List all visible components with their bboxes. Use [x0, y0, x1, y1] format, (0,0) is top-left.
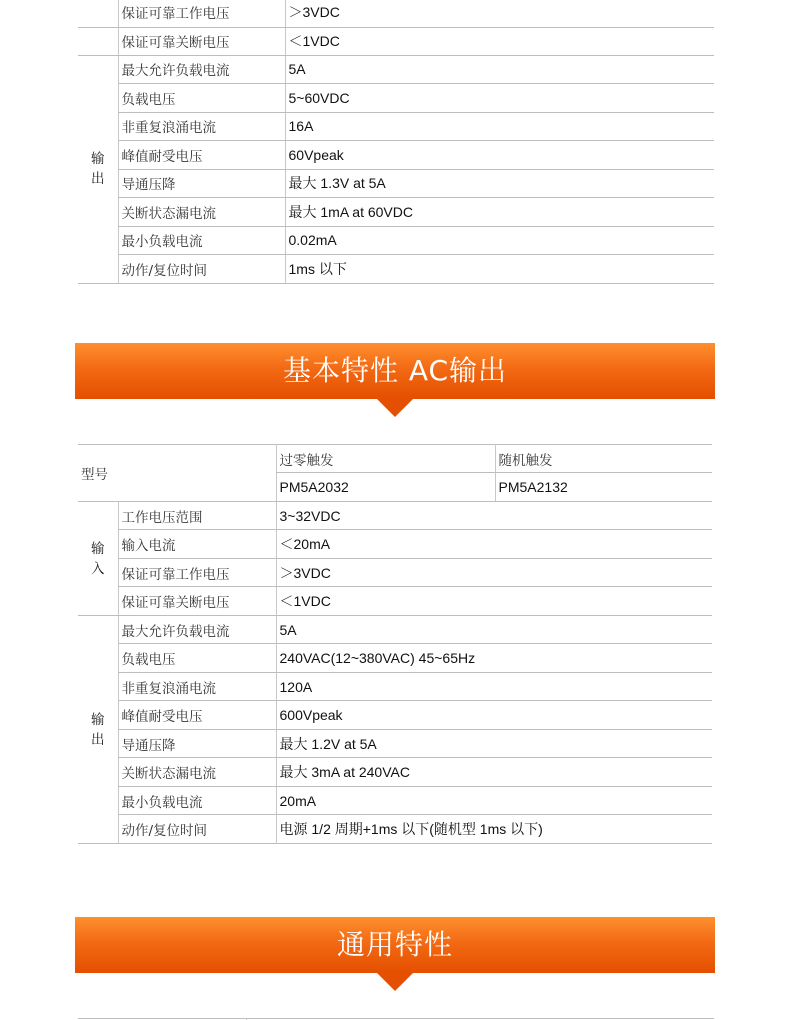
table-row — [78, 644, 712, 673]
output-group-text: 输出 — [91, 711, 105, 748]
param-name: 保证可靠工作电压 — [118, 0, 285, 27]
model-label: 型号 — [78, 445, 276, 502]
table-row — [78, 254, 714, 283]
param-value: ＜1VDC — [285, 27, 714, 55]
table-row — [78, 140, 714, 169]
input-group-label — [78, 502, 118, 616]
table-row — [78, 787, 712, 815]
param-value: 5~60VDC — [285, 83, 714, 112]
banner-arrow-icon — [376, 972, 414, 991]
zero-cross-model: PM5A2032 — [276, 473, 495, 502]
table-row — [78, 83, 714, 112]
param-name: 导通压降 — [118, 169, 285, 197]
param-name: 工作电压范围 — [118, 502, 276, 530]
table-row — [78, 197, 714, 226]
input-group-text: 输入 — [91, 540, 105, 577]
param-name: 动作/复位时间 — [118, 815, 276, 844]
param-name: 最小负载电流 — [118, 226, 285, 254]
table-row — [78, 673, 712, 701]
banner-title: 基本特性 AC输出 — [282, 354, 508, 387]
param-name: 输入电流 — [118, 530, 276, 559]
banner-arrow-icon — [376, 398, 414, 417]
param-name: 保证可靠关断电压 — [118, 27, 285, 55]
param-value: 20mA — [276, 787, 712, 815]
output-group-text: 输出 — [91, 151, 105, 187]
section-banner-ac — [75, 343, 715, 399]
param-name: 最大允许负载电流 — [118, 55, 285, 83]
param-name: 峰值耐受电压 — [118, 140, 285, 169]
section-banner-general — [75, 917, 715, 973]
table-row — [78, 112, 714, 140]
param-name: 非重复浪涌电流 — [118, 112, 285, 140]
input-group-cell — [78, 27, 118, 55]
param-name: 非重复浪涌电流 — [118, 673, 276, 701]
param-name: 最大允许负载电流 — [118, 616, 276, 644]
param-value: ＜20mA — [276, 530, 712, 559]
param-value: 1ms 以下 — [285, 254, 714, 283]
table-row — [78, 502, 712, 530]
param-value: 最大 3mA at 240VAC — [276, 758, 712, 787]
param-value: ＜1VDC — [276, 587, 712, 616]
table-row — [78, 701, 712, 730]
table-row — [78, 616, 712, 644]
param-name: 导通压降 — [118, 730, 276, 758]
dc-spec-table — [78, 0, 714, 284]
ac-spec-table — [78, 444, 712, 844]
table-row — [78, 730, 712, 758]
param-value: 5A — [285, 55, 714, 83]
input-group-cell — [78, 0, 118, 27]
param-value: ＞3VDC — [285, 0, 714, 27]
param-name: 动作/复位时间 — [118, 254, 285, 283]
param-name: 负载电压 — [118, 644, 276, 673]
param-value: 16A — [285, 112, 714, 140]
table-row — [78, 587, 712, 616]
random-trigger-header: 随机触发 — [495, 445, 712, 473]
param-value: 5A — [276, 616, 712, 644]
param-name: 最小负载电流 — [118, 787, 276, 815]
param-value: 240VAC(12~380VAC) 45~65Hz — [276, 644, 712, 673]
param-name: 关断状态漏电流 — [118, 197, 285, 226]
zero-cross-header: 过零触发 — [276, 445, 495, 473]
param-name: 保证可靠工作电压 — [118, 559, 276, 587]
output-group-label — [78, 616, 118, 844]
param-name: 峰值耐受电压 — [118, 701, 276, 730]
table-row — [78, 445, 712, 473]
param-value: 600Vpeak — [276, 701, 712, 730]
table-row — [78, 559, 712, 587]
table-top-border — [78, 1018, 714, 1019]
table-row — [78, 530, 712, 559]
table-row — [78, 0, 714, 27]
table-row — [78, 55, 714, 83]
table-row — [78, 226, 714, 254]
param-value: 60Vpeak — [285, 140, 714, 169]
table-row — [78, 815, 712, 844]
param-value: 3~32VDC — [276, 502, 712, 530]
param-value: 120A — [276, 673, 712, 701]
param-name: 负载电压 — [118, 83, 285, 112]
param-name: 关断状态漏电流 — [118, 758, 276, 787]
table-row — [78, 27, 714, 55]
banner-title: 通用特性 — [336, 928, 453, 961]
random-model: PM5A2132 — [495, 473, 712, 502]
param-value: ＞3VDC — [276, 559, 712, 587]
param-name: 保证可靠关断电压 — [118, 587, 276, 616]
table-row — [78, 758, 712, 787]
param-value: 0.02mA — [285, 226, 714, 254]
param-value: 最大 1mA at 60VDC — [285, 197, 714, 226]
param-value: 最大 1.2V at 5A — [276, 730, 712, 758]
param-value: 最大 1.3V at 5A — [285, 169, 714, 197]
param-value: 电源 1/2 周期+1ms 以下(随机型 1ms 以下) — [276, 815, 712, 844]
table-row — [78, 169, 714, 197]
output-group-label — [78, 55, 118, 283]
